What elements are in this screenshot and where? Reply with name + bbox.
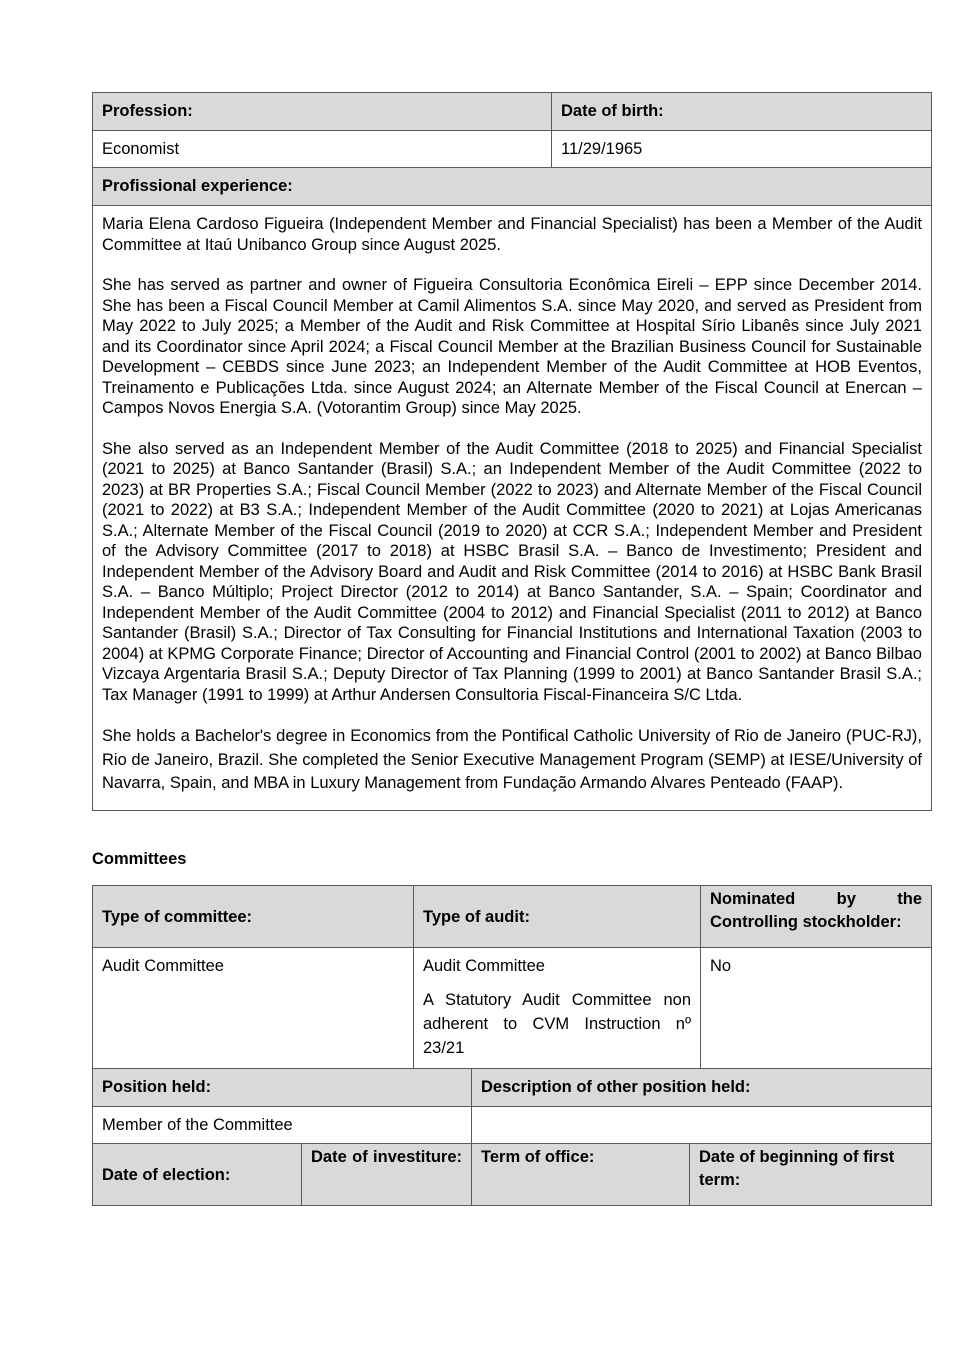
experience-label: Profissional experience: — [93, 168, 932, 206]
other-position-label: Description of other position held: — [472, 1068, 932, 1106]
profession-value: Economist — [93, 131, 552, 168]
experience-body — [93, 206, 932, 811]
position-held-value: Member of the Committee — [93, 1106, 472, 1143]
date-of-election-label: Date of election: — [93, 1143, 302, 1205]
term-of-office-label: Term of office: — [472, 1143, 690, 1205]
experience-paragraph-1: Maria Elena Cardoso Figueira (Independent Member and Financial Specialist) has been a Member of the Audit Committee at Itaú Unibanco Group since August 2025. — [102, 215, 922, 254]
nominated-label: Nominated by the Controlling stockholder: — [701, 885, 932, 947]
profession-label: Profession: — [93, 93, 552, 131]
date-of-investiture-text: Date of investiture: — [311, 1147, 462, 1166]
position-table — [92, 1068, 932, 1206]
type-of-audit-value: Audit Committee — [423, 956, 545, 975]
dob-label: Date of birth: — [552, 93, 932, 131]
experience-paragraph-2: She has served as partner and owner of Figueira Consultoria Econômica Eireli – EPP since December 2014. She has been a Fiscal Council Member at Camil Alimentos S.A. since May 2020, and served as President from May 2022 to July 2025; a Member of the Audit and Risk Committee at Hospital Sírio Libanês since July 2021 and its Coordinator since April 2024; a Fiscal Council Member at the Brazilian Business Council for Sustainable Development – CEBDS since June 2023; an Independent Member of the Audit Committee at HOB Eventos, Treinamento e Publicações Ltda. since August 2024; an Alternate Member of the Fiscal Council at Enercan – Campos Novos Energia S.A. (Votorantim Group) since May 2025. — [102, 276, 922, 417]
committees-heading: Committees — [92, 849, 187, 868]
experience-paragraph-3: She also served as an Independent Member of the Audit Committee (2018 to 2025) and Financial Specialist (2021 to 2025) at Banco Santander (Brasil) S.A.; an Independent Member of the Audit Committee (2022 to 2023) at BR Properties S.A.; Fiscal Council Member (2022 to 2023) and Alternate Member of the Fiscal Council (2021 to 2022) at B3 S.A.; Independent Member of the Audit Committee (2020 to 2021) at Lojas Americanas S.A.; Alternate Member of the Fiscal Council (2019 to 2020) at CCR S.A.; Independent Member and President of the Advisory Committee (2017 to 2018) at HSBC Brasil S.A. – Banco de Investimento; President and Independent Member of the Advisory Board and Audit and Risk Committee (2014 to 2016) at HSBC Bank Brasil S.A. – Banco Múltiplo; Project Director (2012 to 2014) at Banco Santander, S.A. – Spain; Coordinator and Independent Member of the Audit Committee (2004 to 2012) and Financial Specialist (2011 to 2012) at Banco Santander (Brasil) S.A.; Director of Tax Consulting for Financial Institutions and International Taxation (2003 to 2004) at KPMG Corporate Finance; Director of Accounting and Financial Control (2001 to 2002) at Banco Bilbao Vizcaya Argentaria Brasil S.A.; Deputy Director of Tax Planning (1999 to 2001) at Banco Santander Brasil S.A.; Tax Manager (1991 to 1999) at Arthur Andersen Consultoria Fiscal-Financeira S/C Ltda. — [102, 439, 922, 704]
profile-table — [92, 92, 932, 811]
date-of-investiture-label — [302, 1143, 472, 1205]
dob-value: 11/29/1965 — [552, 131, 932, 168]
type-of-audit-cell — [414, 947, 701, 1068]
nominated-value: No — [701, 947, 932, 1068]
position-held-label: Position held: — [93, 1068, 472, 1106]
type-of-audit-note: A Statutory Audit Committee non adherent to CVM Instruction nº 23/21 — [423, 991, 691, 1057]
type-of-committee-label: Type of committee: — [93, 885, 414, 947]
type-of-committee-value: Audit Committee — [93, 947, 414, 1068]
document-page — [92, 92, 931, 1206]
date-first-term-label: Date of beginning of first term: — [690, 1143, 932, 1205]
committee-type-table — [92, 885, 932, 1069]
type-of-audit-label: Type of audit: — [414, 885, 701, 947]
other-position-value — [472, 1106, 932, 1143]
experience-paragraph-4: She holds a Bachelor's degree in Economics from the Pontifical Catholic University of Rio de Janeiro (PUC-RJ), Rio de Janeiro, Brazil. She completed the Senior Executive Management Program (SEMP) at IESE/University of Navarra, Spain, and MBA in Luxury Management from Fundação Armando Alvares Penteado (FAAP). — [102, 727, 922, 792]
